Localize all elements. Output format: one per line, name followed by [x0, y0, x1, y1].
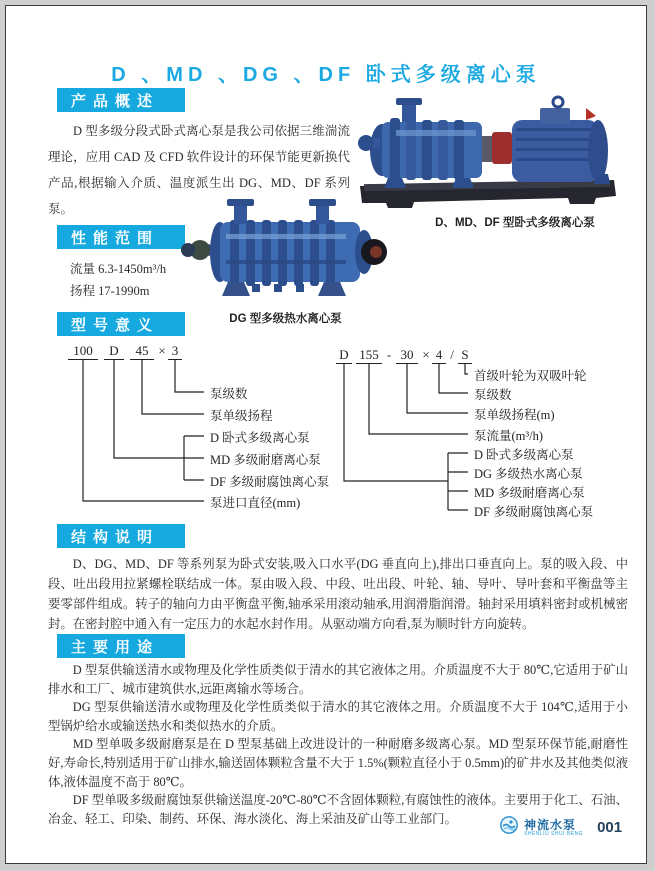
model-code-right-slash: /	[450, 347, 454, 362]
structure-paragraph: D、DG、MD、DF 等系列泵为卧式安装,吸入口水平(DG 垂直向上),排出口垂直向上。泵的吸入段、中段、吐出段用拉紧螺栓联结成一体。泵由吸入段、中段、吐出段、叶轮、轴、导叶、导叶套和平衡盘等主要零部件组成。转子的轴向力由平衡盘平衡,轴承采用滚动轴承,用润滑脂润滑。轴封采用填料密封或机械密封。在密封腔中通入有一定压力的水起水封作用。从驱动端方向看,泵为顺时针方向旋转。	[48, 557, 628, 631]
model-label: 泵单级扬程(m)	[474, 408, 555, 422]
model-label: MD 多级耐磨离心泵	[210, 453, 321, 467]
model-code-right-head: 30	[396, 347, 418, 364]
model-code-left-type: D	[104, 343, 124, 360]
performance-flow: 流量 6.3-1450m³/h	[70, 262, 167, 276]
section-badge-model-meaning-label: 型号意义	[71, 316, 160, 334]
model-label: DG 多级热水离心泵	[474, 467, 583, 481]
model-label: DF 多级耐腐蚀离心泵	[210, 475, 330, 489]
model-diagram-left	[68, 343, 358, 513]
pump-photo-d-md-df	[344, 86, 632, 214]
performance-head: 扬程 17-1990m	[70, 284, 150, 298]
model-label: 泵进口直径(mm)	[210, 496, 301, 510]
model-label: MD 多级耐磨离心泵	[474, 486, 585, 500]
section-badge-applications-label: 主要用途	[71, 638, 160, 656]
section-badge-applications	[57, 634, 185, 658]
model-code-left-stages: 3	[168, 343, 182, 360]
page-number: 001	[597, 819, 623, 836]
brand-name: 神流水泵	[524, 817, 577, 832]
applications-block	[48, 661, 628, 828]
section-badge-structure	[57, 524, 185, 548]
model-label: 泵单级扬程	[210, 409, 273, 423]
section-badge-performance	[57, 225, 185, 249]
section-badge-overview-label: 产品概述	[71, 92, 160, 110]
section-badge-structure-label: 结构说明	[71, 528, 160, 546]
model-label: 泵级数	[210, 387, 248, 401]
application-paragraph-d: D 型泵供输送清水或物理及化学性质类似于清水的其它液体之用。介质温度不大于 80℃,它适用于矿山排水和工厂、城市建筑供水,远距离输水等场合。	[48, 663, 628, 696]
model-code-right-stages: 4	[432, 347, 446, 364]
model-code-left-head: 45	[130, 343, 154, 360]
model-code-right-times: ×	[422, 347, 430, 362]
model-code-right-flow: 155	[356, 347, 382, 364]
model-label: D 卧式多级离心泵	[210, 431, 310, 445]
model-code-left-times: ×	[158, 343, 166, 358]
application-paragraph-md: MD 型单吸多级耐磨泵是在 D 型泵基础上改进设计的一种耐磨多级离心泵。MD 型泵环保节能,耐磨性好,寿命长,特别适用于矿山排水,输送固体颗粒含量不大于 1.5%(颗粒直径小于 0.5mm)的矿井水及其他类似液体,液体温度不高于 80℃。	[48, 737, 628, 789]
model-code-right-suction: S	[458, 347, 472, 364]
model-diagram-right	[336, 347, 636, 519]
page-title: D 、MD 、DG 、DF 卧式多级离心泵	[111, 64, 541, 86]
model-code-right-dash: -	[386, 347, 392, 362]
brand-pinyin: SHENLIU SHUI BENG	[524, 830, 584, 837]
model-label: D 卧式多级离心泵	[474, 448, 574, 462]
model-label: 泵流量(m³/h)	[474, 429, 544, 443]
brand-text	[524, 819, 583, 837]
page-sheet	[5, 5, 647, 864]
model-label: DF 多级耐腐蚀离心泵	[474, 505, 594, 519]
pump-dg-illustration	[178, 196, 393, 306]
pump-d-caption: D、MD、DF 型卧式多级离心泵	[435, 217, 595, 229]
pump-photo-dg	[178, 196, 393, 306]
footer	[500, 816, 622, 839]
overview-paragraph: D 型多级分段式卧式离心泵是我公司依据三维湍流理论，应用 CAD 及 CFD 软件设计的环保节能更新换代产品,根据输入介质、温度派生出 DG、MD、DF 系列泵。	[48, 124, 350, 216]
section-badge-performance-label: 性能范围	[71, 229, 160, 247]
application-paragraph-dg: DG 型泵供输送清水或物理及化学性质类似于清水的其它液体之用。介质温度不大于 104℃,适用于小型锅炉给水或输送热水和类似热水的介质。	[48, 700, 628, 733]
application-paragraph-df: DF 型单吸多级耐腐蚀泵供输送温度-20℃-80℃不含固体颗粒,有腐蚀性的液体。主要用于化工、石油、冶金、轻工、印染、制药、环保、海水淡化、海上采油及矿山等工业部门。	[48, 793, 628, 826]
section-badge-model-meaning	[57, 312, 185, 336]
section-badge-overview	[57, 88, 185, 112]
model-code-right-type: D	[336, 347, 352, 364]
model-label: 首级叶轮为双吸叶轮	[474, 369, 587, 383]
model-code-left-inlet: 100	[68, 343, 98, 360]
brand-logo-icon	[500, 816, 518, 839]
pump-d-illustration	[344, 86, 632, 214]
pump-dg-caption: DG 型多级热水离心泵	[229, 313, 342, 325]
model-label: 泵级数	[474, 388, 512, 402]
